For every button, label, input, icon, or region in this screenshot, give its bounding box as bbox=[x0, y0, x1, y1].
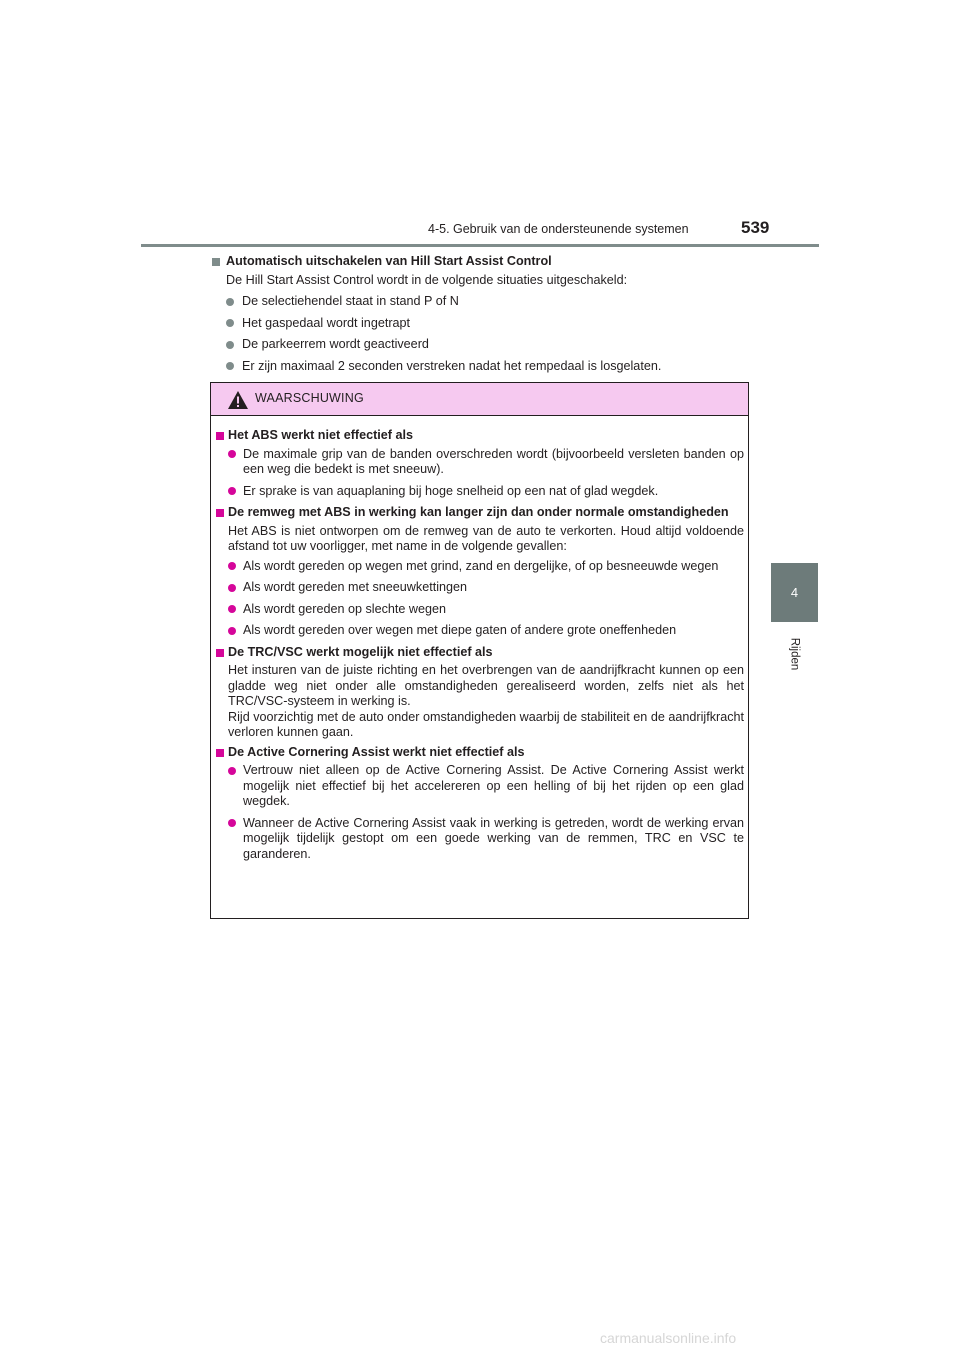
list-item bbox=[211, 816, 744, 863]
list-item bbox=[211, 484, 744, 500]
list-item-text: Als wordt gereden over wegen met diepe gaten of andere grote oneffenheden bbox=[243, 623, 677, 637]
round-bullet-icon bbox=[228, 450, 236, 458]
square-bullet-icon bbox=[216, 749, 224, 757]
intro-section bbox=[210, 254, 750, 380]
list-item-text: De maximale grip van de banden overschreden wordt (bijvoorbeeld versleten banden op een weg die bedekt is met sneeuw). bbox=[243, 446, 744, 476]
list-item-text: Wanneer de Active Cornering Assist vaak in werking is getreden, wordt de werking ervan mogelijk tijdelijk gestopt om een goede werking van de remmen, TRC en VSC te garanderen. bbox=[243, 815, 744, 861]
round-bullet-icon bbox=[228, 767, 236, 775]
warning-section-heading-text: De Active Cornering Assist werkt niet effectief als bbox=[228, 744, 525, 759]
square-bullet-icon bbox=[216, 509, 224, 517]
warning-box bbox=[210, 382, 749, 919]
intro-text: De Hill Start Assist Control wordt in de volgende situaties uitgeschakeld: bbox=[226, 272, 628, 287]
page-number: 539 bbox=[741, 218, 770, 237]
list-item bbox=[210, 337, 750, 353]
warning-triangle-icon bbox=[227, 390, 249, 410]
list-item bbox=[211, 763, 744, 810]
round-bullet-icon bbox=[226, 298, 234, 306]
intro-heading-text: Automatisch uitschakelen van Hill Start Assist Control bbox=[226, 254, 552, 268]
chapter-label: Rijden bbox=[788, 637, 801, 671]
list-item-text: Er zijn maximaal 2 seconden verstreken nadat het rempedaal is losgelaten. bbox=[242, 358, 662, 373]
warning-section-heading-text: De TRC/VSC werkt mogelijk niet effectief als bbox=[228, 644, 493, 659]
round-bullet-icon bbox=[228, 819, 236, 827]
warning-section-heading-text: De remweg met ABS in werking kan langer zijn dan onder normale omstandigheden bbox=[228, 505, 729, 519]
round-bullet-icon bbox=[228, 562, 236, 570]
intro-heading bbox=[210, 254, 750, 270]
square-bullet-icon bbox=[216, 432, 224, 440]
round-bullet-icon bbox=[228, 487, 236, 495]
list-item bbox=[211, 447, 744, 478]
round-bullet-icon bbox=[226, 362, 234, 370]
list-item bbox=[210, 359, 750, 375]
list-item-text: De parkeerrem wordt geactiveerd bbox=[242, 337, 429, 351]
list-item bbox=[211, 559, 744, 575]
list-item-text: Als wordt gereden op wegen met grind, zand en dergelijke, of op besneeuwde wegen bbox=[243, 558, 719, 573]
warning-section-heading bbox=[211, 645, 744, 661]
warning-title: WAARSCHUWING bbox=[255, 391, 364, 405]
warning-body bbox=[211, 428, 750, 868]
round-bullet-icon bbox=[226, 319, 234, 327]
round-bullet-icon bbox=[228, 605, 236, 613]
header-section-title: 4-5. Gebruik van de ondersteunende systemen bbox=[428, 222, 689, 236]
header-divider bbox=[141, 244, 819, 247]
warning-section-text: Het ABS is niet ontworpen om de remweg van de auto te verkorten. Houd altijd voldoende afstand tot uw voorligger, met name in de volgende gevallen: bbox=[228, 523, 744, 553]
warning-section-heading-text: Het ABS werkt niet effectief als bbox=[228, 428, 413, 442]
list-item-text: Er sprake is van aquaplaning bij hoge snelheid op een nat of glad wegdek. bbox=[243, 483, 659, 498]
list-item-text: Als wordt gereden met sneeuwkettingen bbox=[243, 580, 468, 594]
warning-section-heading bbox=[211, 505, 744, 521]
list-item bbox=[211, 623, 744, 639]
warning-section-heading bbox=[211, 745, 744, 761]
list-item bbox=[210, 316, 750, 332]
list-item-text: Vertrouw niet alleen op de Active Cornering Assist. De Active Cornering Assist werkt mogelijk niet effectief bij het accelereren op een helling of bij het rijden op een glad wegdek. bbox=[243, 763, 744, 808]
chapter-label-container bbox=[781, 634, 807, 674]
chapter-number: 4 bbox=[790, 585, 799, 600]
list-item bbox=[211, 580, 744, 596]
watermark: carmanualsonline.info bbox=[600, 1330, 737, 1346]
chapter-tab bbox=[771, 563, 818, 622]
list-item bbox=[210, 294, 750, 310]
list-item-text: Het gaspedaal wordt ingetrapt bbox=[242, 315, 411, 330]
list-item-text: De selectiehendel staat in stand P of N bbox=[242, 294, 459, 308]
warning-section-heading bbox=[211, 428, 744, 444]
round-bullet-icon bbox=[228, 627, 236, 635]
list-item-text: Als wordt gereden op slechte wegen bbox=[243, 601, 447, 616]
round-bullet-icon bbox=[226, 341, 234, 349]
round-bullet-icon bbox=[228, 584, 236, 592]
list-item bbox=[211, 602, 744, 618]
square-bullet-icon bbox=[216, 649, 224, 657]
warning-header bbox=[211, 383, 748, 416]
warning-section-text: Het insturen van de juiste richting en het overbrengen van de aandrijfkracht kunnen op een gladde weg niet onder alle omstandigheden gerealiseerd worden, zelfs niet als het TRC/VSC-systeem in werking is. Rijd voorzichtig met de auto onder omstandigheden waarbij de stabiliteit en de aandrijfkracht verloren kunnen gaan. bbox=[228, 663, 744, 739]
square-bullet-icon bbox=[212, 258, 220, 266]
